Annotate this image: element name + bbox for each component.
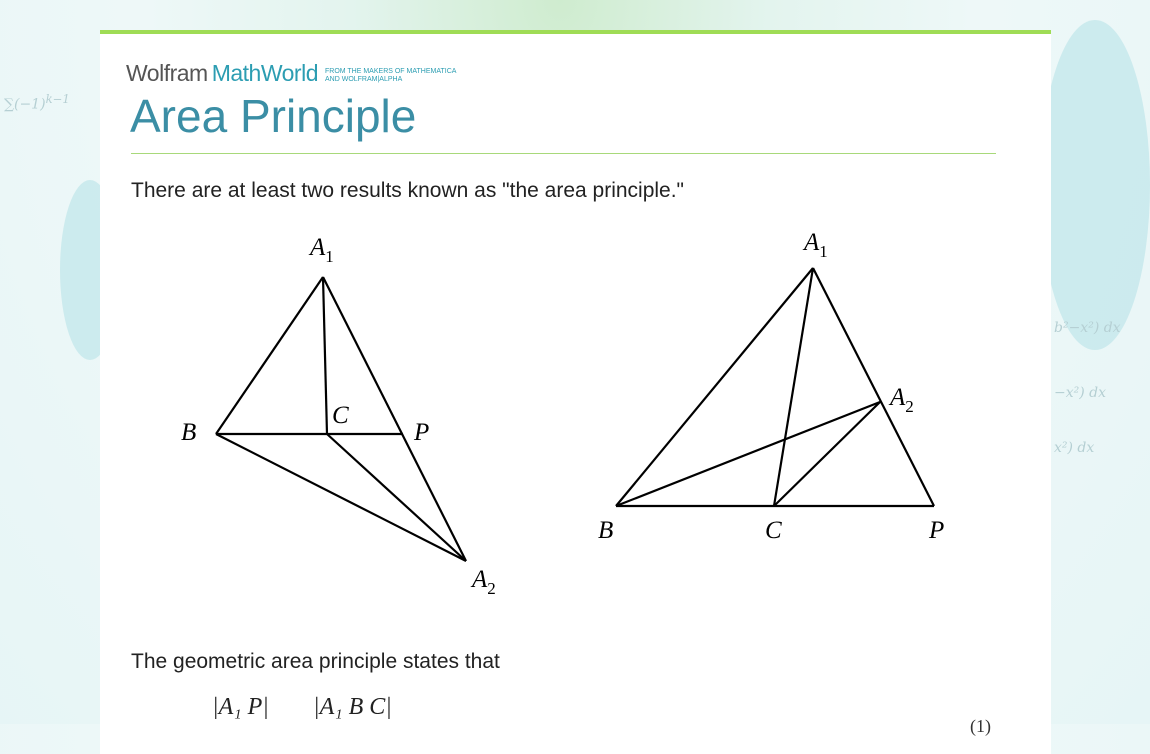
label-c: C bbox=[332, 402, 349, 429]
figure-right-labels bbox=[598, 229, 944, 544]
intro-text: There are at least two results known as "the area principle." bbox=[131, 179, 685, 202]
equation-number: (1) bbox=[970, 716, 991, 736]
label-b: B bbox=[181, 419, 197, 446]
statement-text: The geometric area principle states that bbox=[131, 650, 500, 673]
label-a1: $A_1$ bbox=[310, 234, 334, 266]
background-formula: $\sum(-1)^{k-1}$ bbox=[4, 92, 70, 113]
label-c: C bbox=[765, 517, 782, 544]
background-formula: −x²) dx bbox=[1054, 385, 1107, 401]
label-p: P bbox=[929, 517, 945, 544]
page-title: Area Principle bbox=[130, 90, 417, 142]
label-a2: $A_2$ bbox=[472, 566, 496, 598]
logo-tagline: FROM THE MAKERS OF MATHEMATICA AND WOLFRAM|ALPHA bbox=[324, 68, 457, 83]
label-a2: $A_2$ bbox=[890, 384, 914, 416]
logo-wolfram: Wolfram bbox=[126, 60, 208, 86]
label-p: P bbox=[414, 419, 430, 446]
label-a1: $A_1$ bbox=[804, 229, 828, 261]
label-b: B bbox=[598, 517, 614, 544]
equation-numerator-right: |A₁ B C| bbox=[313, 694, 392, 720]
figure-right bbox=[616, 268, 934, 506]
logo-mathworld: MathWorld bbox=[211, 60, 318, 86]
background-formula: x²) dx bbox=[1054, 440, 1095, 456]
equation-numerator-left: |A₁ P| bbox=[212, 694, 269, 720]
background-formula: b²−x²) dx bbox=[1054, 320, 1121, 336]
